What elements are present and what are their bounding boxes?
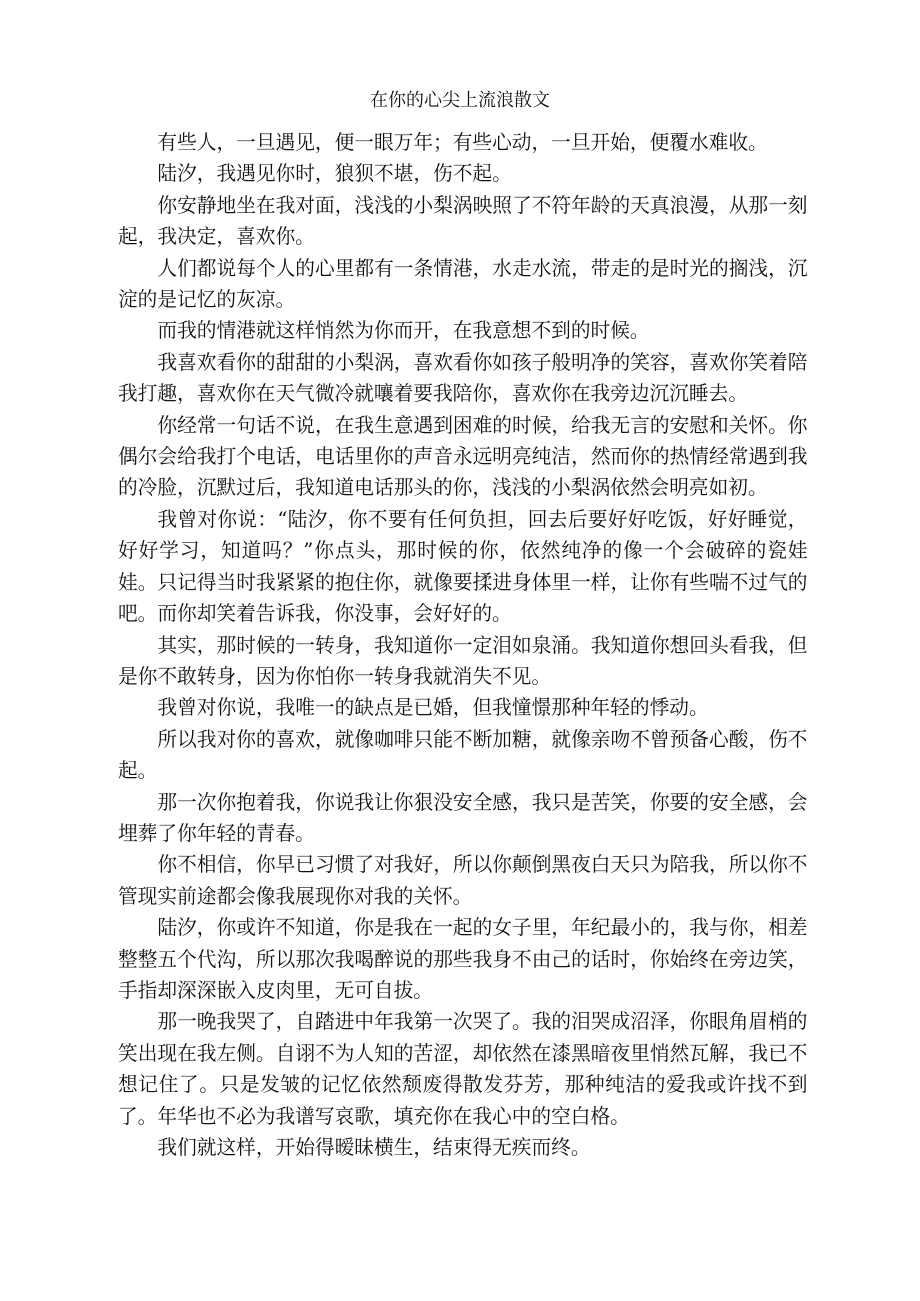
paragraph: 而我的情港就这样悄然为你而开，在我意想不到的时候。 xyxy=(157,319,650,343)
paragraph: 那一晚我哭了，自踏进中年我第一次哭了。我的泪哭成沼泽，你眼角眉梢的笑出现在我左侧。自诩不为人知的苦涩，却依然在漆黑暗夜里悄然瓦解，我已不想记住了。只是发皱的记忆依然颓废得散发芬芳，那种纯洁的爱我或许找不到了。年华也不必为我谱写哀歌，填充你在我心中的空白格。 xyxy=(118,1010,808,1128)
paragraph: 你经常一句话不说，在我生意遇到困难的时候，给我无言的安慰和关怀。你偶尔会给我打个电话，电话里你的声音永远明亮纯洁，然而你的热情经常遇到我的冷脸，沉默过后，我知道电话那头的你，浅浅的小梨涡依然会明亮如初。 xyxy=(118,413,808,500)
paragraph: 陆汐，你或许不知道，你是我在一起的女子里，年纪最小的，我与你，相差整整五个代沟，所以那次我喝醉说的那些我身不由己的话时，你始终在旁边笑，手指却深深嵌入皮肉里，无可自拔。 xyxy=(118,916,808,1002)
paragraph: 我们就这样，开始得暧昧横生，结束得无疾而终。 xyxy=(157,1136,591,1159)
paragraph: 你安静地坐在我对面，浅浅的小梨涡映照了不符年龄的天真浪漫，从那一刻起，我决定，喜欢你。 xyxy=(118,193,808,249)
paragraph: 人们都说每个人的心里都有一条情港，水走水流，带走的是时光的搁浅，沉淀的是记忆的灰凉。 xyxy=(118,256,808,312)
paragraph: 我喜欢看你的甜甜的小梨涡，喜欢看你如孩子般明净的笑容，喜欢你笑着陪我打趣，喜欢你在天气微冷就嚷着要我陪你，喜欢你在我旁边沉沉睡去。 xyxy=(118,350,808,406)
paragraph: 其实，那时候的一转身，我知道你一定泪如泉涌。我知道你想回头看我，但是你不敢转身，因为你怕你一转身我就消失不见。 xyxy=(118,633,808,688)
paragraph: 我曾对你说，我唯一的缺点是已婚，但我憧憬那种年轻的悸动。 xyxy=(157,696,709,720)
document-title: 在你的心尖上流浪散文 xyxy=(370,90,550,111)
paragraph: 那一次你抱着我，你说我让你狠没安全感，我只是苦笑，你要的安全感，会埋葬了你年轻的青春。 xyxy=(118,790,808,845)
paragraph: 你不相信，你早已习惯了对我好，所以你颠倒黑夜白天只为陪我，所以你不管现实前途都会像我展现你对我的关怀。 xyxy=(118,853,808,908)
paragraph: 有些人，一旦遇见，便一眼万年；有些心动，一旦开始，便覆水难收。 xyxy=(157,131,768,154)
paragraph: 我曾对你说：“陆汐，你不要有任何负担，回去后要好好吃饭，好好睡觉，好好学习，知道吗？”你点头，那时候的你，依然纯净的像一个会破碎的瓷娃娃。只记得当时我紧紧的抱住你，就像要揉进身体里一样，让你有些喘不过气的吧。而你却笑着告诉我，你没事，会好好的。 xyxy=(118,507,808,626)
paragraph: 陆汐，我遇见你时，狼狈不堪，伤不起。 xyxy=(157,162,512,186)
paragraph: 所以我对你的喜欢，就像咖啡只能不断加糖，就像亲吻不曾预备心酸，伤不起。 xyxy=(118,727,808,783)
document-body xyxy=(118,127,808,1163)
